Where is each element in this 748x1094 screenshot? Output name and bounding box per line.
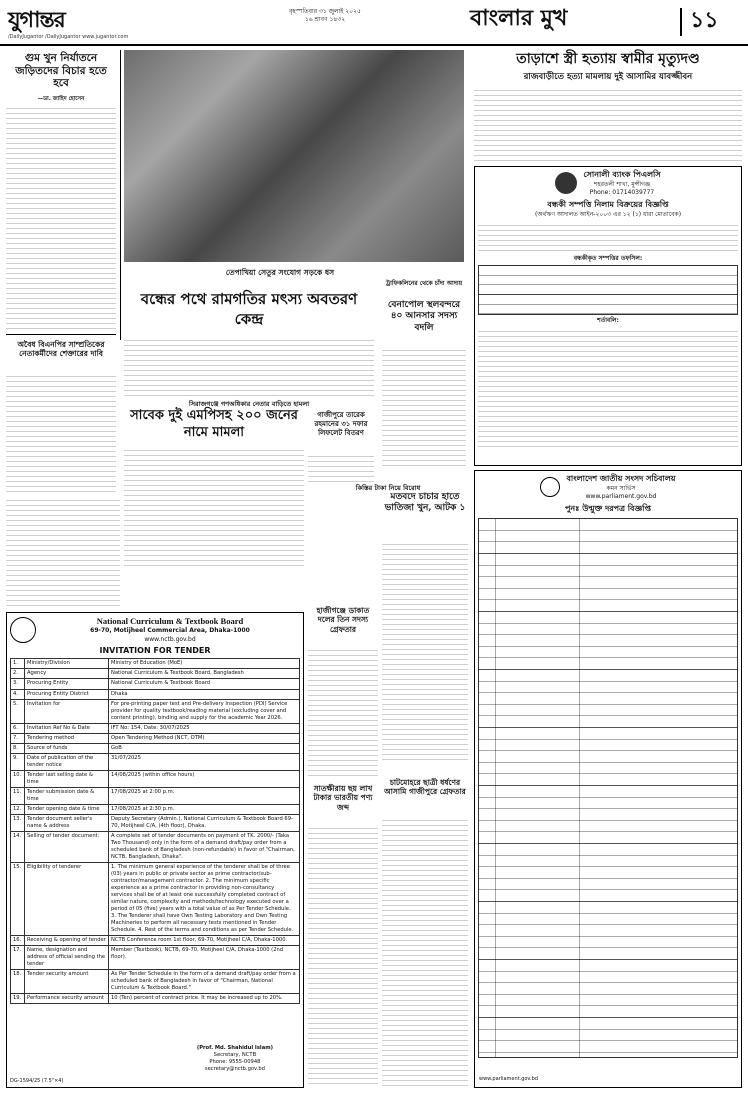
story-2-body (6, 372, 116, 492)
tender-row-label: Tendering method (25, 733, 109, 743)
story-7-kicker: ট্রাফিকলিনের থেকে চাঁদা আদায় (385, 280, 463, 287)
story-5-headline: সাবেক দুই এমপিসহ ২০০ জনের নামে মামলা (130, 408, 298, 440)
story-1-byline: —ডা. জাহিদ হোসেন (37, 96, 85, 102)
tender-signature: (Prof. Md. Shahidul Islam) Secretary, NCTB Phone: 9555-00948 secretary@nctb.gov.bd (196, 1044, 273, 1072)
tender-row-value: 31/07/2025 (109, 753, 300, 770)
tender-row-no: 3. (11, 679, 25, 689)
story-9-headline: হাজীগঞ্জে ডাকাত দলের তিন সদস্য গ্রেফতার (316, 606, 370, 634)
story-8-body (382, 540, 468, 760)
story-4-headline: বন্ধের পথে রামগতির মৎস্য অবতরণ কেন্দ্র (140, 290, 358, 328)
story-6-headline: গাজীপুরে তারেক রহমানের ৩১ দফার লিফলেট বিতরণ (314, 410, 368, 438)
bank-ad-title: বন্ধকী সম্পত্তি নিলাম বিক্রয়ের বিজ্ঞপ্তি (547, 199, 669, 209)
tender-row (11, 770, 300, 787)
story-11-body (308, 824, 378, 1086)
tender-row-no: 16. (11, 935, 25, 945)
bank-property-table (478, 265, 738, 315)
tender-row-label: Tender submission date & time (25, 787, 109, 804)
tender-table (10, 658, 300, 1004)
tender-row (11, 945, 300, 969)
tender-row-label: Invitation for (25, 699, 109, 723)
page-number: ১১ (690, 7, 719, 33)
tender-row-value: 10 (Ten) percent of contract price. It may be increased up to 20%. (109, 994, 300, 1004)
tender-row (11, 743, 300, 753)
tender-row (11, 659, 300, 669)
tender-row (11, 804, 300, 814)
tender-row-value: A complete set of tender documents on payment of TK. 2000/- (Taka Two Thousand) only in the form of a demand draft/pay order from a scheduled bank of Bangladesh (non-refundable) in favor of "Chairman, NCTB, Bangladesh, Dhaka". (109, 831, 300, 862)
photo-caption-headline: তেপাখিয়া সেতুর সংযোগ সড়কে ধস (225, 268, 335, 277)
story-7-headline: বেনাপোল স্থলবন্দরে ৪০ আনসার সদস্য বদলি (387, 300, 461, 333)
masthead-logo: যুগান্তর (8, 7, 65, 33)
section-title: বাংলার মুখ (470, 5, 568, 31)
tender-row-no: 7. (11, 733, 25, 743)
divider (6, 334, 116, 335)
bank-logo-icon (555, 172, 577, 194)
tender-row-no: 2. (11, 669, 25, 679)
tender-row-value: 14/08/2025 (within office hours) (109, 770, 300, 787)
social-links[interactable]: /DailyJugantor /DailyJugantor www.jugantor.com (8, 34, 129, 40)
tender-row (11, 970, 300, 994)
tender-row-value: GoB (109, 743, 300, 753)
parliament-tender-ad (474, 470, 742, 1088)
tender-row-label: Selling of tender document: (25, 831, 109, 862)
tender-notice (6, 612, 304, 1088)
news-photo-road-collapse (124, 50, 464, 262)
tender-row (11, 733, 300, 743)
tender-row-value: For pre-printing paper test and Pre-delivery Inspection (PDI) Service provider for quality textbook/reading material (excluding cover and content printing), binding and supply for the academic Year 2026. (109, 699, 300, 723)
tender-row-label: Procuring Entity (25, 679, 109, 689)
story-11-headline: সাতক্ষীরায় ছয় লাখ টাকার ভারতীয় পণ্য জব্দ (313, 784, 373, 812)
story-3-body (474, 86, 742, 162)
tender-row-value: 1. The minimum general experience of the tenderer shall be of three (03) years in public or private sector as prime contractor/sub-contractor/management contractor. 2. The minimum specific experience as a prime contractor in providing non-consultancy services shall be of at least one successfully completed contract of similar nature, complexity and methods/technology executed over a period of 05 (five) years with a total value of as Per Tender Schedule. 3. The Tenderer shall have Own Testing Laboratory and Own Testing Machineries to perform all necessary tests mentioned in Tender Schedule. 4. Rest of the terms and conditions as per Tender Schedule. (109, 862, 300, 935)
bank-ad-subtitle: (অর্থঋণ আদালত আইন-২০০৩ এর ১২ (১) ধারা মোতাবেক) (534, 210, 682, 218)
tender-row (11, 669, 300, 679)
tender-row (11, 862, 300, 935)
parliament-heading: বাংলাদেশ জাতীয় সংসদ সচিবালয় (566, 474, 676, 483)
tender-row-label: Tender document seller's name & address (25, 814, 109, 831)
tender-row (11, 831, 300, 862)
story-6-body (308, 452, 374, 482)
story-1-body (6, 104, 116, 332)
column-rule (120, 50, 121, 340)
tender-title: INVITATION FOR TENDER (99, 645, 211, 655)
tender-row (11, 994, 300, 1004)
bank-conditions-heading: শর্তাবলি: (597, 316, 619, 324)
tender-row-label: Procuring Entity District (25, 689, 109, 699)
bank-name: সোনালী ব্যাংক পিএলসি (583, 170, 661, 179)
tender-row-no: 1. (11, 659, 25, 669)
tender-row-value: National Curriculum & Textbook Board, Bangladesh (109, 669, 300, 679)
tender-row-value: Open Tendering Method (NCT, OTM) (109, 733, 300, 743)
tender-row-label: Invitation Ref No & Date (25, 723, 109, 733)
story-7-body (382, 346, 466, 466)
story-continued-body (6, 496, 120, 608)
bank-conditions-body (478, 327, 738, 447)
tender-row-no: 15. (11, 862, 25, 935)
parliament-branch: কমন সার্ভিস (606, 484, 636, 492)
story-4-body (124, 336, 374, 396)
story-5-kicker: সিরাজগঞ্জে গণঅধিকার নেতার বাড়িতে হামলা (188, 400, 310, 408)
tender-row-no: 8. (11, 743, 25, 753)
nctb-logo-icon (10, 617, 36, 643)
tender-row-no: 13. (11, 814, 25, 831)
tender-org: National Curriculum & Textbook Board (96, 616, 244, 626)
tender-row (11, 787, 300, 804)
parliament-tender-table (478, 518, 738, 1058)
tender-row (11, 723, 300, 733)
tender-row-label: Performance security amount (25, 994, 109, 1004)
bank-property-heading: বন্ধকীকৃত সম্পত্তির তফসিল: (573, 254, 643, 262)
tender-row-value: Member (Textbook), NCTB, 69-70, Motijheel C/A, Dhaka-1000 (2nd floor). (109, 945, 300, 969)
tender-row-value: NCTB Conference room 1st floor, 69-70, Motijheel C/A, Dhaka-1000. (109, 935, 300, 945)
story-8-kicker: কিস্তির টাকা নিয়ে বিরোধ (355, 484, 421, 492)
tender-web[interactable]: www.nctb.gov.bd (144, 635, 196, 643)
tender-row-label: Source of funds (25, 743, 109, 753)
bank-ad-intro (478, 221, 738, 255)
header-divider (680, 8, 682, 36)
tender-row (11, 679, 300, 689)
tender-row-value: National Curriculum & Textbook Board (109, 679, 300, 689)
tender-row-label: Ministry/Division (25, 659, 109, 669)
parliament-web[interactable]: www.parliament.gov.bd (585, 492, 657, 500)
tender-row-label: Tender security amount (25, 970, 109, 994)
tender-address: 69-70, Motijheel Commercial Area, Dhaka-1000 (90, 627, 250, 635)
tender-row-no: 9. (11, 753, 25, 770)
parliament-ad-title: পুনঃ উন্মুক্ত দরপত্র বিজ্ঞপ্তি (564, 503, 652, 513)
parliament-emblem-icon (540, 477, 560, 497)
tender-row-no: 10. (11, 770, 25, 787)
tender-row-no: 6. (11, 723, 25, 733)
tender-row-label: Receiving & opening of tender (25, 935, 109, 945)
bank-branch: শহরতলী শাখা, মুন্সীগঞ্জ (593, 180, 651, 188)
tender-row (11, 935, 300, 945)
tender-row-value: 17/08/2025 at 2:30 p.m. (109, 804, 300, 814)
tender-row-value: Dhaka (109, 689, 300, 699)
tender-row-label: Tender last selling date & time (25, 770, 109, 787)
tender-row-value: Ministry of Education (MoE) (109, 659, 300, 669)
tender-row-no: 5. (11, 699, 25, 723)
page-header (0, 0, 748, 46)
tender-row-label: Date of publication of the tender notice (25, 753, 109, 770)
tender-row-value: 17/08/2025 at 2:00 p.m. (109, 787, 300, 804)
story-10-body (382, 816, 468, 1086)
tender-row-no: 17. (11, 945, 25, 969)
tender-row-label: Name, designation and address of official sending the tender (25, 945, 109, 969)
tender-row-value: As Per Tender Schedule in the form of a demand draft/pay order from a scheduled bank of Bangladesh in favor of "Chairman, National Curriculum & Textbook Board." (109, 970, 300, 994)
tender-code: DG-1594/25 (7.5"×4) (10, 1078, 64, 1085)
date-line: বৃহস্পতিবার ৩১ জুলাই ২০২৫ ১৬ শ্রাবণ ১৪৩২ (289, 8, 361, 24)
tender-header (10, 616, 300, 644)
story-3-headline: তাড়াশে স্ত্রী হত্যায় স্বামীর মৃত্যুদণ্ড (516, 51, 700, 67)
story-10-headline: চাটমোহরে ছাত্রী ধর্ষণের আসামি গাজীপুরে গ্রেফতার (384, 778, 466, 797)
bank-phone: Phone: 01714039777 (589, 188, 655, 196)
tender-row (11, 753, 300, 770)
tender-row-no: 12. (11, 804, 25, 814)
bank-auction-ad (474, 166, 742, 466)
story-9-body (308, 646, 378, 776)
tender-row-label: Tender opening date & time (25, 804, 109, 814)
story-3-subhead: রাজবাড়ীতে হত্যা মামলায় দুই আসামির যাবজ্জীবন (523, 72, 693, 82)
story-8-headline: মতবদে চাচার হাতে ভাতিজা খুন, আটক ১ (384, 492, 466, 514)
tender-row-value: Deputy Secretary (Admin.), National Curriculum & Textbook Board 69-70, Motijheel C/A, (4th floor), Dhaka. (109, 814, 300, 831)
story-1-headline: গুম খুন নির্যাতনে জড়িতদের বিচার হতে হবে (15, 52, 107, 90)
tender-row (11, 814, 300, 831)
tender-row-no: 11. (11, 787, 25, 804)
tender-row-no: 14. (11, 831, 25, 862)
parliament-footer-web[interactable]: www.parliament.gov.bd (479, 1076, 538, 1083)
story-2-headline: অবৈধ বিএনপির সাম্প্রতিকের নেতাকর্মীদের শেক্তারের দাবি (17, 340, 105, 359)
tender-row-value: IFT No: 154, Date: 30/07/2025 (109, 723, 300, 733)
tender-row-no: 4. (11, 689, 25, 699)
tender-row-no: 19. (11, 994, 25, 1004)
tender-row (11, 699, 300, 723)
story-5-body (124, 446, 304, 566)
tender-row (11, 689, 300, 699)
tender-row-no: 18. (11, 970, 25, 994)
tender-row-label: Agency (25, 669, 109, 679)
tender-row-label: Eligibility of tenderer (25, 862, 109, 935)
